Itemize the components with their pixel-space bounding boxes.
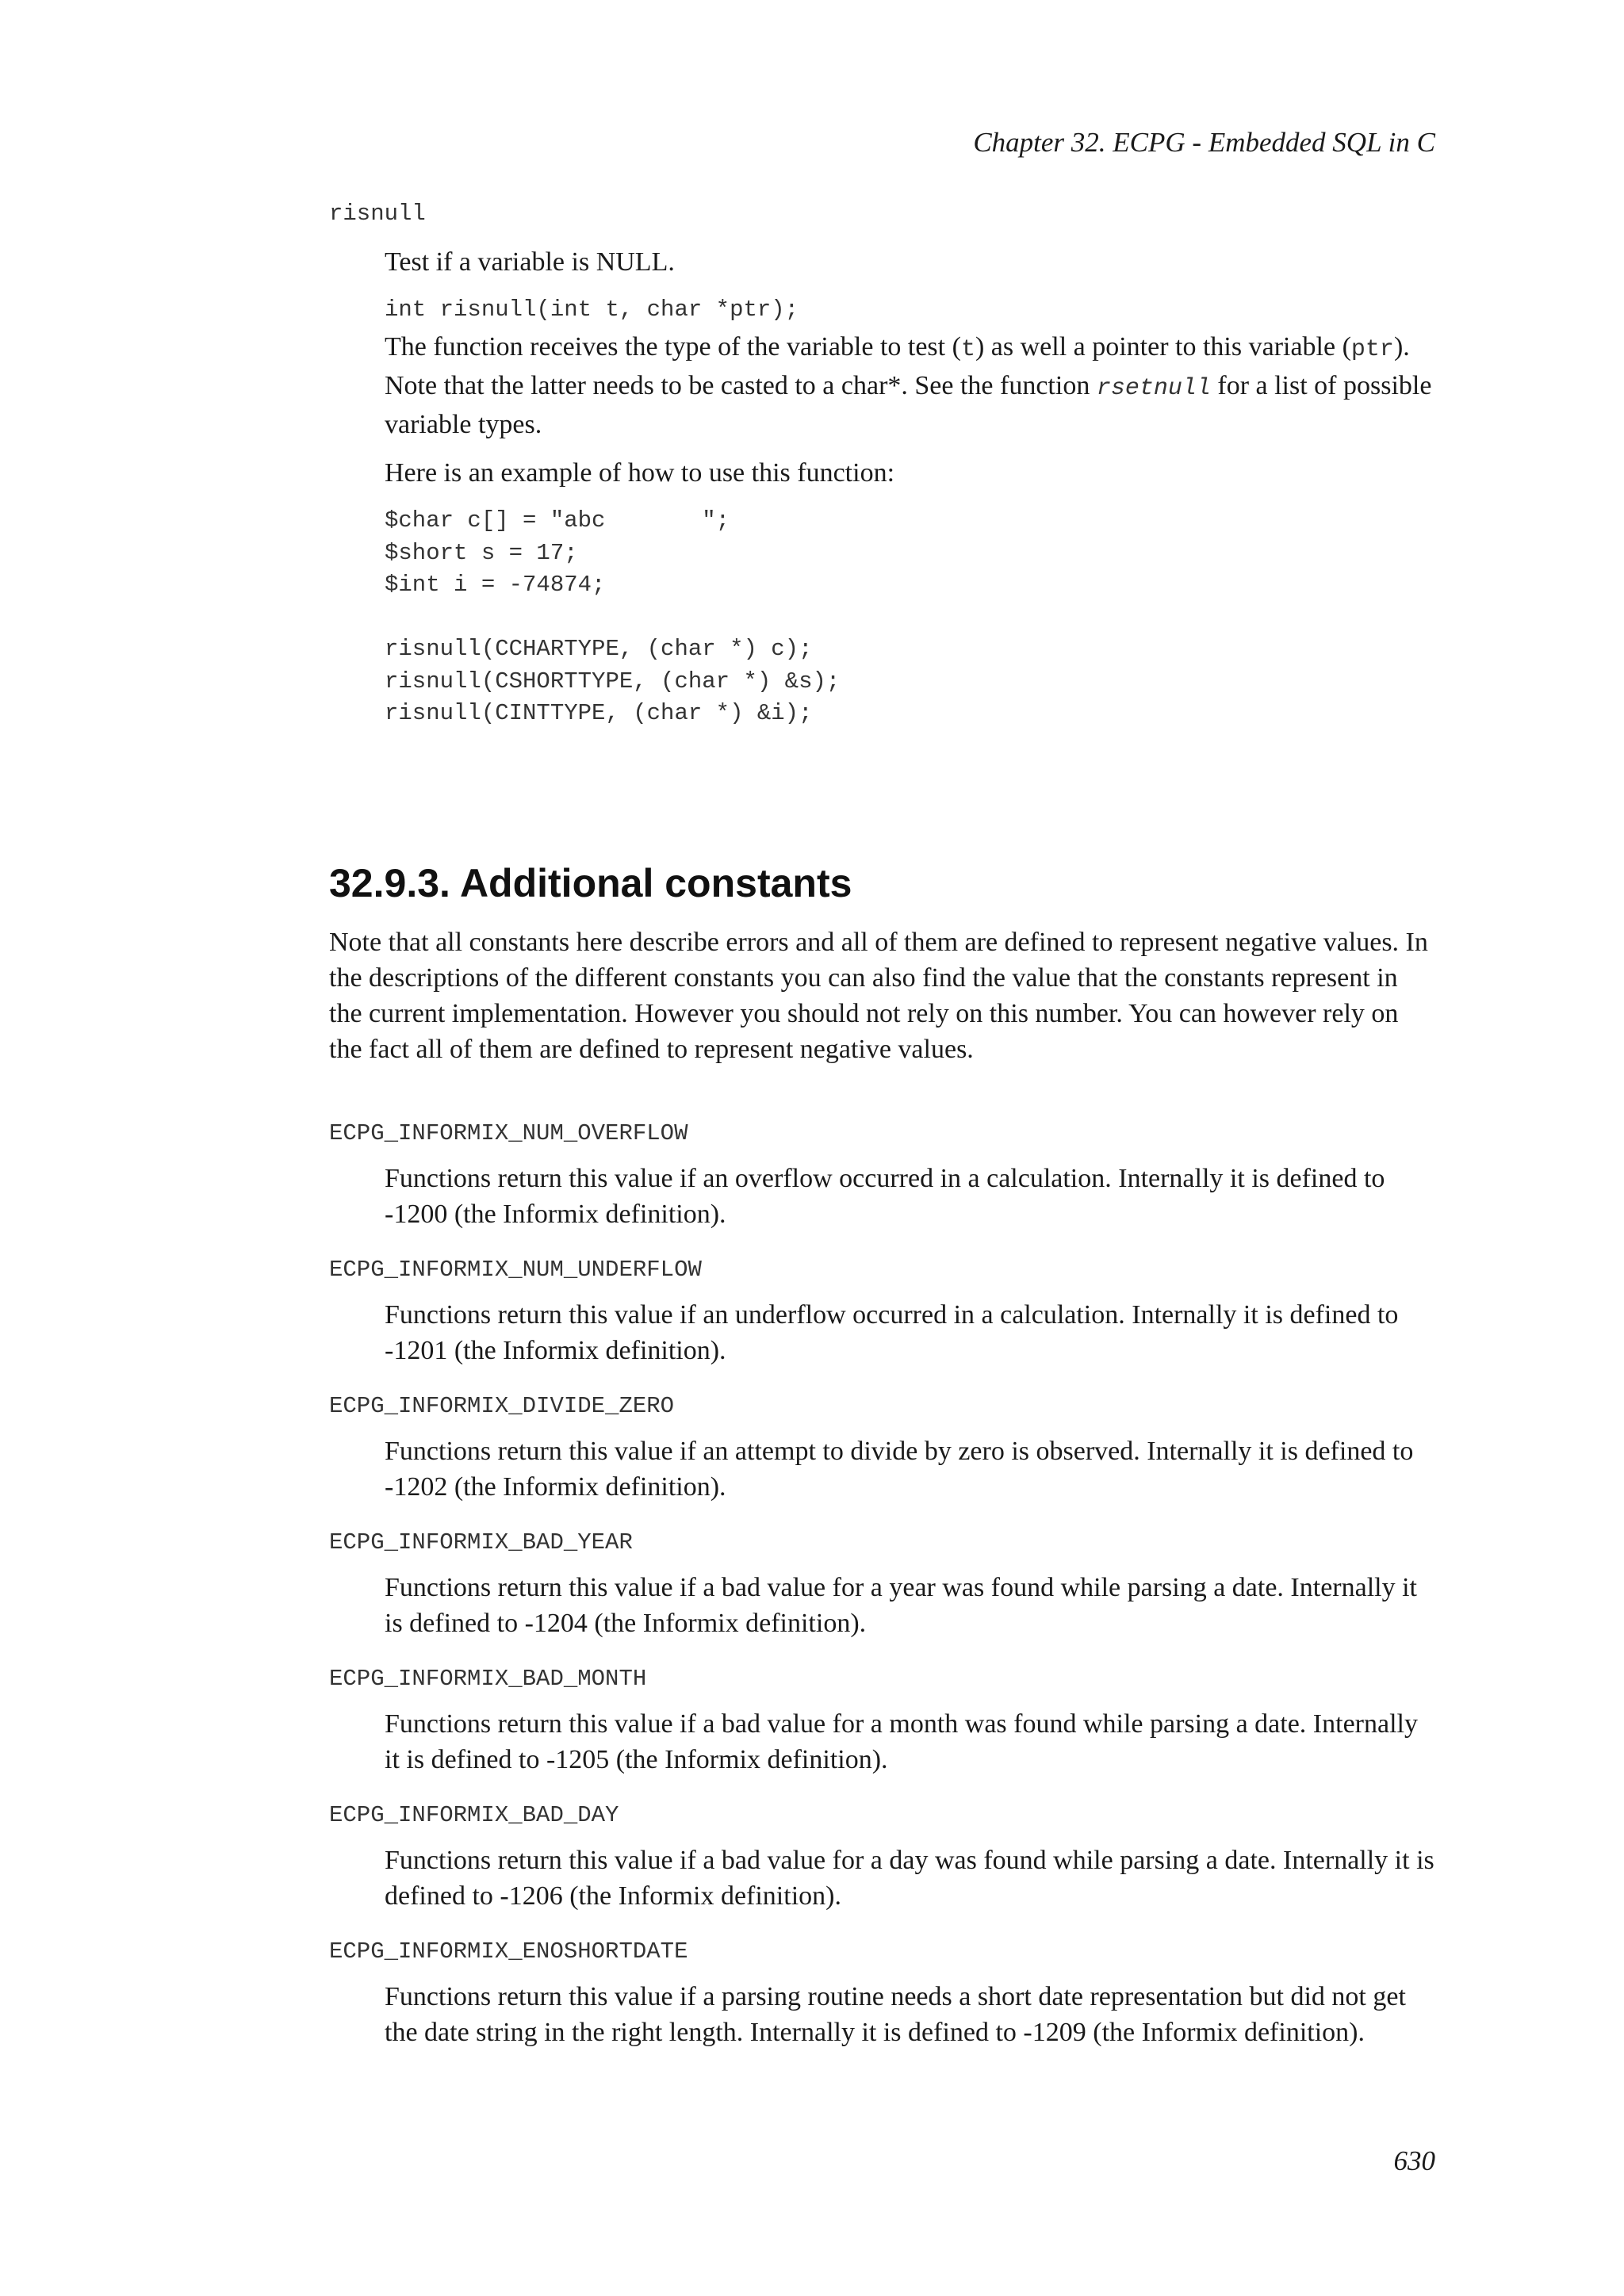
constant-term: ECPG_INFORMIX_NUM_OVERFLOW — [329, 1119, 688, 1146]
function-term-risnull: risnull — [329, 201, 426, 227]
constant-description: Functions return this value if a bad value for a day was found while parsing a date. Internally it is defined to -1206 (the Informix definition). — [385, 1845, 1434, 1911]
example-intro: Here is an example of how to use this function: — [385, 458, 895, 488]
constant-description: Functions return this value if an overflow occurred in a calculation. Internally it is defined to -1200 (the Informix definition). — [385, 1163, 1385, 1229]
risnull-summary: Test if a variable is NULL. — [385, 247, 675, 277]
risnull-description — [385, 329, 1435, 442]
constant-term: ECPG_INFORMIX_NUM_UNDERFLOW — [329, 1256, 702, 1283]
constant-term: ECPG_INFORMIX_BAD_YEAR — [329, 1529, 633, 1556]
risnull-definition — [385, 244, 1435, 730]
constant-description: Functions return this value if a parsing routine needs a short date representation but did not get the date string in the right length. Internally it is defined to -1209 (the Informix definition). — [385, 1981, 1406, 2047]
constant-description: Functions return this value if a bad value for a month was found while parsing a date. Internally it is defined to -1205 (the Informix definition). — [385, 1709, 1418, 1774]
param-t-code: t — [960, 336, 975, 363]
constant-description: Functions return this value if an underflow occurred in a calculation. Internally it is defined to -1201 (the Informix definition). — [385, 1299, 1399, 1365]
section-intro: Note that all constants here describe errors and all of them are defined to represent negative values. In the descriptions of the different constants you can also find the value that the constants represent in the current implementation. However you should not rely on this number. You can however rely on the fact all of them are defined to represent negative values. — [329, 927, 1428, 1064]
desc-text-4: for a list of possible variable types. — [385, 371, 1432, 439]
param-ptr-code: ptr — [1350, 336, 1394, 363]
section-title: 32.9.3. Additional constants — [329, 860, 852, 905]
desc-text-3: ). Note that the latter needs to be casted to a char*. See the function — [385, 332, 1410, 400]
constant-term: ECPG_INFORMIX_ENOSHORTDATE — [329, 1938, 688, 1965]
constant-term: ECPG_INFORMIX_BAD_MONTH — [329, 1665, 647, 1692]
constant-description: Functions return this value if an attempt to divide by zero is observed. Internally it is defined to -1202 (the Informix definition). — [385, 1436, 1414, 1502]
constant-term: ECPG_INFORMIX_DIVIDE_ZERO — [329, 1392, 675, 1419]
running-header: Chapter 32. ECPG - Embedded SQL in C — [973, 127, 1435, 158]
page-content — [329, 198, 1435, 2050]
constants-list — [329, 1118, 1435, 2050]
constant-description: Functions return this value if a bad value for a year was found while parsing a date. Internally it is defined to -1204 (the Informix definition). — [385, 1572, 1417, 1638]
constant-term: ECPG_INFORMIX_BAD_DAY — [329, 1801, 619, 1828]
example-code-block: $char c[] = "abc "; $short s = 17; $int i = -74874; risnull(CCHARTYPE, (char *) c); risnull(CSHORTTYPE, (char *) &s); risnull(CINTTYPE, (char *) &i); — [385, 507, 841, 726]
page-number: 630 — [1393, 2145, 1435, 2176]
desc-text-2: ) as well a pointer to this variable ( — [975, 332, 1351, 362]
risnull-synopsis: int risnull(int t, char *ptr); — [385, 297, 799, 323]
desc-text-1: The function receives the type of the variable to test ( — [385, 332, 961, 362]
rsetnull-function-link[interactable]: rsetnull — [1096, 375, 1211, 402]
